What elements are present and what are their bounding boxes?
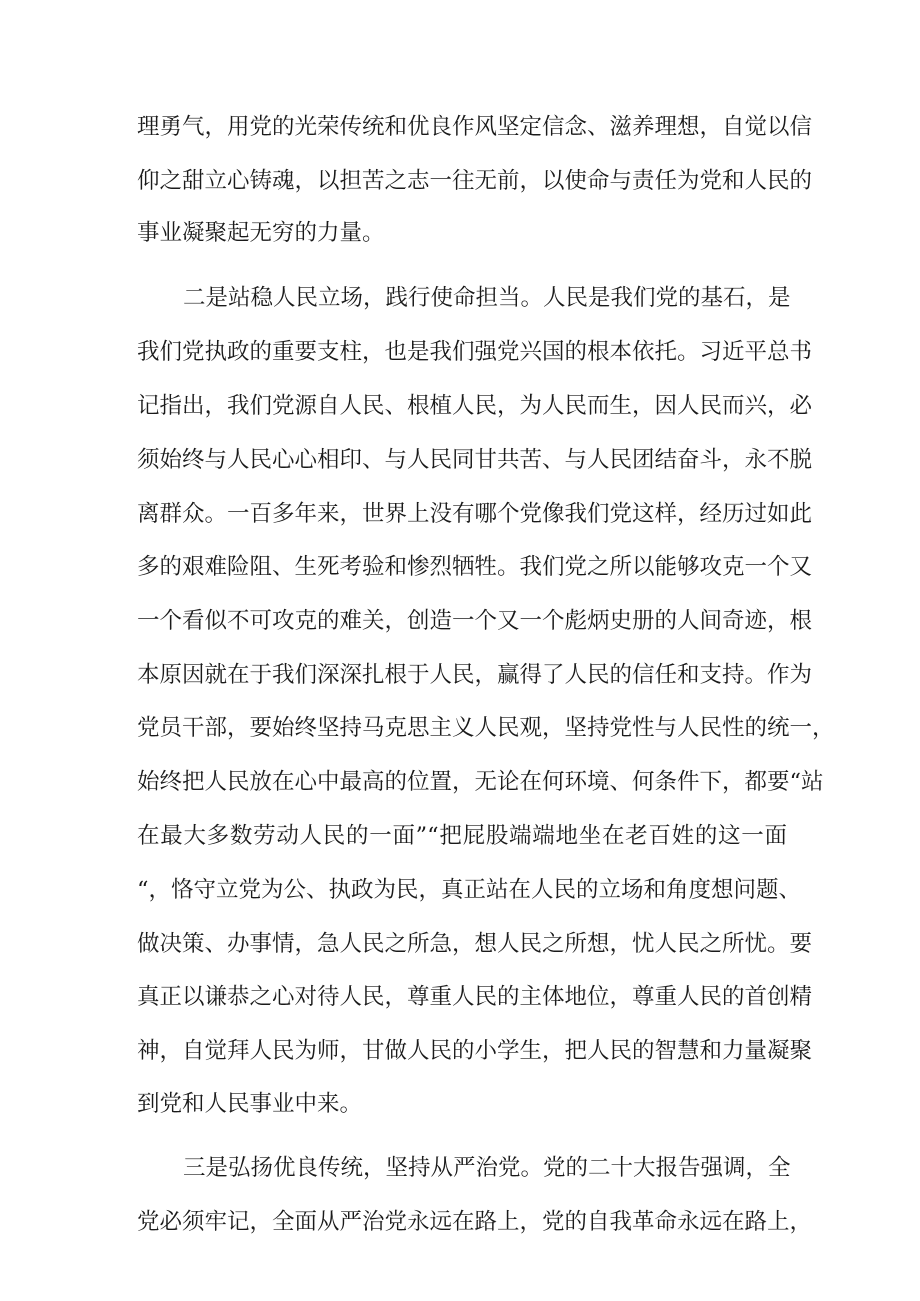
paragraph-line: “，恪守立党为公、执政为民，真正站在人民的立场和角度想问题、: [137, 877, 802, 903]
paragraph-line: 神，自觉拜人民为师，甘做人民的小学生，把人民的智慧和力量凝聚: [137, 1038, 813, 1064]
paragraph-line: 事业凝聚起无穷的力量。: [137, 220, 385, 246]
paragraph-line: 真正以谦恭之心对待人民，尊重人民的主体地位，尊重人民的首创精: [137, 984, 813, 1010]
paragraph-line: 离群众。一百多年来，世界上没有哪个党像我们党这样，经历过如此: [137, 501, 813, 527]
paragraph-line: 党员干部，要始终坚持马克思主义人民观，坚持党性与人民性的统一，: [137, 715, 835, 741]
paragraph-line: 在最大多数劳动人民的一面”“把屁股端端地坐在老百姓的这一面: [137, 823, 787, 849]
paragraph-line: 二是站稳人民立场，践行使命担当。人民是我们党的基石，是: [183, 285, 791, 311]
paragraph-line: 三是弘扬优良传统，坚持从严治党。党的二十大报告强调，全: [183, 1155, 791, 1181]
paragraph-line: 理勇气，用党的光荣传统和优良作风坚定信念、滋养理想，自觉以信: [137, 114, 813, 140]
paragraph-line: 党必须牢记，全面从严治党永远在路上，党的自我革命永远在路上，: [137, 1209, 813, 1235]
paragraph-line: 须始终与人民心心相印、与人民同甘共苦、与人民团结奋斗，永不脱: [137, 447, 813, 473]
paragraph-line: 始终把人民放在心中最高的位置，无论在何环境、何条件下，都要“站: [137, 769, 824, 795]
paragraph-line: 做决策、办事情，急人民之所急，想人民之所想，忧人民之所忧。要: [137, 931, 813, 957]
paragraph-line: 我们党执政的重要支柱，也是我们强党兴国的根本依托。习近平总书: [137, 339, 813, 365]
paragraph-line: 记指出，我们党源自人民、根植人民，为人民而生，因人民而兴，必: [137, 393, 813, 419]
paragraph-line: 本原因就在于我们深深扎根于人民，赢得了人民的信任和支持。作为: [137, 662, 813, 688]
paragraph-line: 多的艰难险阻、生死考验和惨烈牺牲。我们党之所以能够攻克一个又: [137, 554, 813, 580]
paragraph-line: 一个看似不可攻克的难关，创造一个又一个彪炳史册的人间奇迹，根: [137, 608, 813, 634]
paragraph-line: 仰之甜立心铸魂，以担苦之志一往无前，以使命与责任为党和人民的: [137, 168, 813, 194]
paragraph-line: 到党和人民事业中来。: [137, 1091, 363, 1117]
